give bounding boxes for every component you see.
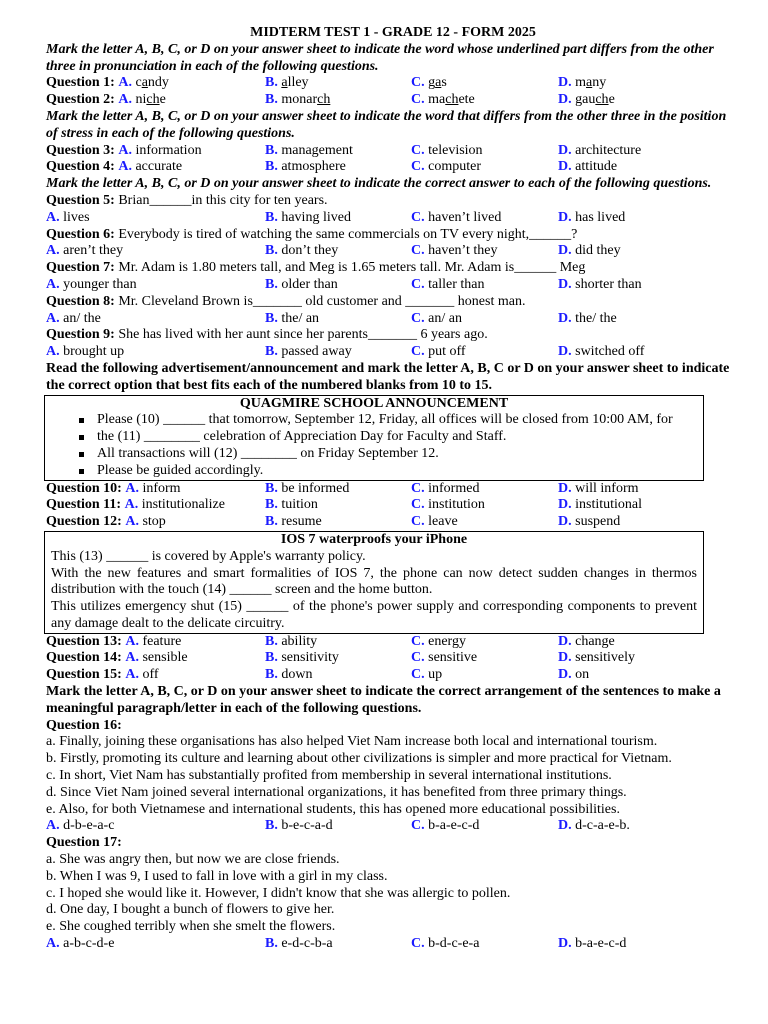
option-letter: A.	[46, 276, 60, 292]
option-text: b-a-e-c-d	[575, 936, 627, 952]
option-text: computer	[428, 159, 481, 175]
answer-option[interactable]	[411, 210, 558, 227]
answer-option[interactable]	[46, 243, 265, 260]
option-text: switched off	[575, 344, 645, 360]
option-text: put off	[428, 344, 466, 360]
answer-option[interactable]	[558, 344, 740, 361]
text-line: b. Firstly, promoting its culture and learning about other civilizations is simpler and more practical for Vietnam.	[46, 751, 672, 767]
option-text: ability	[281, 633, 318, 649]
answer-option[interactable]	[411, 667, 558, 684]
answer-option[interactable]	[558, 311, 740, 328]
answer-option[interactable]	[46, 159, 265, 176]
option-text: sensitive	[428, 650, 478, 666]
option-text: older than	[281, 276, 338, 292]
option-text: an/ an	[428, 310, 462, 326]
option-text: having lived	[281, 209, 351, 225]
option-text: tuition	[281, 497, 318, 513]
question-label: Question 10:	[46, 480, 122, 496]
option-text: attitude	[575, 159, 618, 175]
question-row	[46, 243, 740, 260]
question-label: Question 4:	[46, 159, 115, 175]
option-text: will inform	[575, 480, 639, 496]
option-letter: C.	[411, 75, 425, 91]
answer-option[interactable]	[558, 243, 740, 260]
option-letter: D.	[558, 159, 572, 175]
answer-option[interactable]	[265, 277, 411, 294]
option-letter: A.	[125, 633, 139, 649]
option-letter: A.	[46, 936, 60, 952]
option-letter: B.	[265, 514, 278, 530]
option-text: taller than	[428, 276, 485, 292]
option-letter: D.	[558, 209, 572, 225]
option-letter: B.	[265, 159, 278, 175]
question-stem	[46, 294, 740, 311]
option-letter: C.	[411, 936, 425, 952]
option-letter: B.	[265, 497, 278, 513]
question-label: Question 11:	[46, 497, 122, 513]
answer-option[interactable]	[411, 92, 558, 109]
underlined-part: a	[586, 75, 593, 91]
question-row	[46, 650, 740, 667]
option-text: passed away	[281, 344, 352, 360]
option-letter: C.	[411, 480, 425, 496]
answer-option[interactable]	[411, 277, 558, 294]
answer-option[interactable]	[265, 818, 411, 835]
option-letter: B.	[265, 818, 278, 834]
page-title: MIDTERM TEST 1 - GRADE 12 - FORM 2025	[250, 25, 536, 40]
question-text: Brian______in this city for ten years.	[114, 192, 328, 208]
answer-option[interactable]	[558, 667, 740, 684]
option-letter: A.	[118, 159, 132, 175]
option-letter: B.	[265, 936, 278, 952]
answer-option[interactable]	[265, 159, 411, 176]
answer-option[interactable]	[411, 650, 558, 667]
option-text: inform	[142, 480, 181, 496]
option-text: the/ an	[281, 310, 320, 326]
option-letter: D.	[558, 633, 572, 649]
option-letter: A.	[118, 92, 132, 108]
option-text: aren’t they	[63, 243, 124, 259]
text-line: d. One day, I bought a bunch of flowers to give her.	[46, 902, 335, 918]
option-letter: D.	[558, 344, 572, 360]
answer-option[interactable]	[265, 650, 411, 667]
option-letter: C.	[411, 633, 425, 649]
text-line: c. In short, Viet Nam has substantially profited from membership in several international institutions.	[46, 768, 612, 784]
option-letter: A.	[118, 142, 132, 158]
text-line: d. Since Viet Nam joined several international organizations, it has benefited from three primary things.	[46, 784, 627, 800]
question-text: Everybody is tired of watching the same commercials on TV every night,______?	[114, 226, 578, 242]
option-letter: B.	[265, 75, 278, 91]
option-text: the/ the	[575, 310, 617, 326]
document-content	[46, 42, 740, 953]
option-text: on	[575, 667, 590, 683]
passage-paragraph: With the new features and smart formalities of IOS 7, the phone can now detect sudden changes in thermos distribution with the touch (14) ______ screen and the home button.	[51, 565, 697, 598]
option-text: sensitivity	[281, 650, 339, 666]
option-text: energy	[428, 633, 466, 649]
answer-option[interactable]	[411, 481, 558, 498]
option-text: don’t they	[281, 243, 339, 259]
option-text: younger than	[63, 276, 137, 292]
answer-option[interactable]	[46, 650, 265, 667]
option-text-end: ny	[592, 75, 607, 91]
question-text: She has lived with her aunt since her parents_______ 6 years ago.	[114, 327, 488, 343]
question-label: Question 6:	[46, 226, 115, 242]
option-text: atmosphere	[281, 159, 346, 175]
question-text: Mr. Cleveland Brown is_______ old customer and _______ honest man.	[114, 293, 526, 309]
question-stem	[46, 227, 740, 244]
option-letter: B.	[265, 92, 278, 108]
bold-paragraph: Read the following advertisement/announcement and mark the letter A, B, C or D on your answer sheet to indicate the correct option that best fits each of the numbered blanks from 10 to 15.	[46, 360, 730, 393]
option-letter: D.	[558, 310, 572, 326]
option-text: e-d-c-b-a	[281, 936, 333, 952]
underlined-part: ch	[317, 92, 331, 108]
question-label: Question 1:	[46, 75, 115, 91]
answer-option[interactable]	[46, 936, 265, 953]
question-row	[46, 159, 740, 176]
answer-option[interactable]	[411, 344, 558, 361]
option-letter: D.	[558, 514, 572, 530]
option-text: m	[575, 75, 587, 91]
question-row	[46, 344, 740, 361]
answer-option[interactable]	[411, 159, 558, 176]
question-label: Question 14:	[46, 650, 122, 666]
bold-paragraph: Question 17:	[46, 835, 122, 851]
option-letter: B.	[265, 310, 278, 326]
answer-option[interactable]	[411, 818, 558, 835]
passage-paragraph: This (13) ______ is covered by Apple's warranty policy.	[51, 548, 366, 564]
answer-option[interactable]	[46, 514, 265, 531]
option-text: an/ the	[63, 310, 101, 326]
instruction: Mark the letter A, B, C, or D on your answer sheet to indicate the word whose underlined part differs from the other three in pronunciation in each of the following questions.	[46, 41, 714, 74]
option-letter: C.	[411, 276, 425, 292]
option-text: gau	[575, 92, 596, 108]
option-text: haven’t they	[428, 243, 498, 259]
option-text: brought up	[63, 344, 125, 360]
option-text: c	[135, 75, 142, 91]
underlined-part: a	[435, 75, 442, 91]
option-text: b-a-e-c-d	[428, 818, 480, 834]
option-letter: D.	[558, 667, 572, 683]
option-letter: A.	[125, 667, 139, 683]
option-text: feature	[142, 633, 182, 649]
option-letter: D.	[558, 936, 572, 952]
answer-option[interactable]	[46, 634, 265, 651]
answer-option[interactable]	[558, 634, 740, 651]
option-text: stop	[142, 514, 166, 530]
option-letter: A.	[46, 310, 60, 326]
answer-option[interactable]	[558, 159, 740, 176]
bold-paragraph: Mark the letter A, B, C, or D on your answer sheet to indicate the correct arrangement of the sentences to make a meaningful paragraph/letter in each of the following questions.	[46, 684, 721, 716]
bullet-item: Please be guided accordingly.	[97, 463, 697, 480]
answer-option[interactable]	[46, 481, 265, 498]
option-letter: A.	[46, 344, 60, 360]
option-letter: A.	[46, 243, 60, 259]
question-label: Question 7:	[46, 260, 115, 276]
question-row	[46, 92, 740, 109]
question-label: Question 9:	[46, 327, 115, 343]
option-letter: C.	[411, 243, 425, 259]
question-row	[46, 277, 740, 294]
instruction: Mark the letter A, B, C, or D on your answer sheet to indicate the word that differs from the other three in the position of stress in each of the following questions.	[46, 108, 727, 141]
answer-option[interactable]	[265, 514, 411, 531]
text-line: c. I hoped she would like it. However, I didn't know that she was allergic to pollen.	[46, 885, 511, 901]
answer-option[interactable]	[411, 514, 558, 531]
underlined-part: ch	[146, 92, 160, 108]
option-text: d-c-a-e-b.	[575, 818, 630, 834]
option-letter: B.	[265, 344, 278, 360]
option-letter: C.	[411, 667, 425, 683]
answer-option[interactable]	[265, 497, 411, 514]
option-letter: B.	[265, 650, 278, 666]
option-text: informed	[428, 480, 480, 496]
option-letter: B.	[265, 276, 278, 292]
option-letter: A.	[125, 514, 139, 530]
question-label: Question 2:	[46, 92, 115, 108]
option-text: did they	[575, 243, 621, 259]
answer-option[interactable]	[46, 277, 265, 294]
passage-title: IOS 7 waterproofs your iPhone	[280, 531, 468, 547]
question-row	[46, 514, 740, 531]
answer-option[interactable]	[265, 210, 411, 227]
option-letter: B.	[265, 667, 278, 683]
option-letter: D.	[558, 276, 572, 292]
answer-option[interactable]	[46, 143, 265, 160]
answer-option[interactable]	[411, 936, 558, 953]
option-text: television	[428, 142, 483, 158]
question-row	[46, 667, 740, 684]
bullet-item: Please (10) ______ that tomorrow, September 12, Friday, all offices will be closed from 10:00 AM, for	[97, 412, 697, 429]
option-letter: B.	[265, 480, 278, 496]
option-text: management	[281, 142, 353, 158]
answer-option[interactable]	[411, 75, 558, 92]
text-line: a. Finally, joining these organisations has also helped Viet Nam increase both local and international tourism.	[46, 734, 658, 750]
question-row	[46, 936, 740, 953]
option-text-end: e	[159, 92, 166, 108]
bullet-item: All transactions will (12) ________ on Friday September 12.	[97, 446, 697, 463]
option-text: off	[142, 667, 159, 683]
option-letter: C.	[411, 514, 425, 530]
option-text: d-b-e-a-c	[63, 818, 115, 834]
option-text: down	[281, 667, 313, 683]
answer-option[interactable]	[558, 936, 740, 953]
answer-option[interactable]	[558, 514, 740, 531]
answer-option[interactable]	[265, 143, 411, 160]
option-letter: A.	[118, 75, 132, 91]
question-label: Question 13:	[46, 633, 122, 649]
option-text: b-d-c-e-a	[428, 936, 480, 952]
option-letter: C.	[411, 142, 425, 158]
question-row	[46, 210, 740, 227]
answer-option[interactable]	[411, 243, 558, 260]
option-text: information	[135, 142, 202, 158]
option-text: change	[575, 633, 615, 649]
question-label: Question 5:	[46, 192, 115, 208]
passage-title: QUAGMIRE SCHOOL ANNOUNCEMENT	[239, 395, 509, 411]
bullet-list	[51, 412, 697, 479]
option-letter: C.	[411, 92, 425, 108]
option-letter: A.	[125, 480, 139, 496]
option-text: lives	[63, 209, 90, 225]
answer-option[interactable]	[265, 936, 411, 953]
option-letter: B.	[265, 142, 278, 158]
option-letter: D.	[558, 497, 572, 513]
answer-option[interactable]	[46, 210, 265, 227]
answer-option[interactable]	[411, 634, 558, 651]
option-letter: C.	[411, 209, 425, 225]
option-letter: C.	[411, 310, 425, 326]
option-letter: A.	[125, 650, 139, 666]
answer-option[interactable]	[265, 311, 411, 328]
option-text: has lived	[575, 209, 626, 225]
question-row	[46, 75, 740, 92]
underlined-part: ch	[445, 92, 459, 108]
option-letter: D.	[558, 142, 572, 158]
instruction: Mark the letter A, B, C, or D on your answer sheet to indicate the correct answer to each of the following questions.	[46, 176, 712, 192]
answer-option[interactable]	[558, 818, 740, 835]
question-row	[46, 634, 740, 651]
answer-option[interactable]	[265, 92, 411, 109]
question-stem	[46, 193, 740, 210]
answer-option[interactable]	[411, 497, 558, 514]
question-text: Mr. Adam is 1.80 meters tall, and Meg is 1.65 meters tall. Mr. Adam is______ Meg	[114, 260, 586, 276]
answer-option[interactable]	[411, 143, 558, 160]
underlined-part: a	[281, 75, 288, 91]
option-letter: C.	[411, 650, 425, 666]
option-letter: D.	[558, 92, 572, 108]
answer-option[interactable]	[46, 818, 265, 835]
option-text: g	[428, 75, 436, 91]
answer-option[interactable]	[46, 497, 265, 514]
option-letter: A.	[124, 497, 139, 513]
option-text: resume	[281, 514, 322, 530]
passage-paragraph: This utilizes emergency shut (15) ______ of the phone's power supply and corresponding components to prevent any damage dealt to the delicate circuitry.	[51, 599, 697, 631]
question-label: Question 12:	[46, 514, 122, 530]
underlined-part: ch	[595, 92, 609, 108]
question-label: Question 8:	[46, 293, 115, 309]
text-line: b. When I was 9, I used to fall in love with a girl in my class.	[46, 868, 388, 884]
question-label: Question 15:	[46, 667, 122, 683]
answer-option[interactable]	[558, 481, 740, 498]
question-row	[46, 481, 740, 498]
option-text: haven’t lived	[428, 209, 502, 225]
option-letter: C.	[411, 818, 425, 834]
underlined-part: a	[141, 75, 148, 91]
bullet-item: the (11) ________ celebration of Appreciation Day for Faculty and Staff.	[97, 429, 697, 446]
option-letter: C.	[411, 344, 425, 360]
answer-option[interactable]	[265, 344, 411, 361]
option-text: shorter than	[575, 276, 642, 292]
answer-option[interactable]	[46, 344, 265, 361]
answer-option[interactable]	[46, 75, 265, 92]
option-text: sensible	[142, 650, 188, 666]
option-text: ma	[428, 92, 446, 108]
question-row	[46, 311, 740, 328]
option-letter: D.	[558, 480, 572, 496]
option-text: institutional	[575, 497, 643, 513]
option-text: a-b-c-d-e	[63, 936, 115, 952]
option-letter: A.	[46, 818, 60, 834]
option-letter: B.	[265, 633, 278, 649]
option-text: accurate	[135, 159, 183, 175]
option-text: up	[428, 667, 443, 683]
answer-option[interactable]	[46, 92, 265, 109]
option-text: b-e-c-a-d	[281, 818, 333, 834]
option-text: suspend	[575, 514, 621, 530]
passage-box	[44, 395, 704, 481]
answer-option[interactable]	[46, 667, 265, 684]
option-text: institutionalize	[141, 497, 225, 513]
question-row	[46, 818, 740, 835]
answer-option[interactable]	[265, 243, 411, 260]
option-text-end: ete	[458, 92, 475, 108]
question-stem	[46, 327, 740, 344]
option-letter: C.	[411, 497, 425, 513]
bold-paragraph: Question 16:	[46, 717, 122, 733]
option-text-end: s	[441, 75, 447, 91]
option-text: sensitively	[575, 650, 636, 666]
answer-option[interactable]	[265, 481, 411, 498]
question-row	[46, 497, 740, 514]
answer-option[interactable]	[558, 650, 740, 667]
option-text-end: ndy	[147, 75, 169, 91]
option-text: architecture	[575, 142, 642, 158]
answer-option[interactable]	[558, 143, 740, 160]
answer-option[interactable]	[46, 311, 265, 328]
option-text-end: lley	[287, 75, 309, 91]
option-letter: D.	[558, 75, 572, 91]
option-letter: B.	[265, 209, 278, 225]
answer-option[interactable]	[558, 75, 740, 92]
option-letter: C.	[411, 159, 425, 175]
option-letter: D.	[558, 243, 572, 259]
answer-option[interactable]	[558, 92, 740, 109]
option-letter: B.	[265, 243, 278, 259]
option-letter: D.	[558, 818, 572, 834]
text-line: e. Also, for both Vietnamese and international students, this has opened more educational possibilities.	[46, 801, 620, 817]
question-label: Question 3:	[46, 142, 115, 158]
answer-option[interactable]	[265, 75, 411, 92]
option-text: ni	[135, 92, 147, 108]
option-letter: D.	[558, 650, 572, 666]
option-text-end: e	[608, 92, 615, 108]
option-text: institution	[428, 497, 485, 513]
answer-option[interactable]	[558, 210, 740, 227]
answer-option[interactable]	[558, 497, 740, 514]
option-text: be informed	[281, 480, 350, 496]
text-line: a. She was angry then, but now we are close friends.	[46, 852, 340, 868]
question-row	[46, 143, 740, 160]
text-line: e. She coughed terribly when she smelt the flowers.	[46, 919, 336, 935]
question-stem	[46, 260, 740, 277]
option-text: leave	[428, 514, 458, 530]
answer-option[interactable]	[265, 667, 411, 684]
passage-box	[44, 531, 704, 634]
answer-option[interactable]	[265, 634, 411, 651]
option-letter: A.	[46, 209, 60, 225]
answer-option[interactable]	[558, 277, 740, 294]
option-text: monar	[281, 92, 318, 108]
answer-option[interactable]	[411, 311, 558, 328]
